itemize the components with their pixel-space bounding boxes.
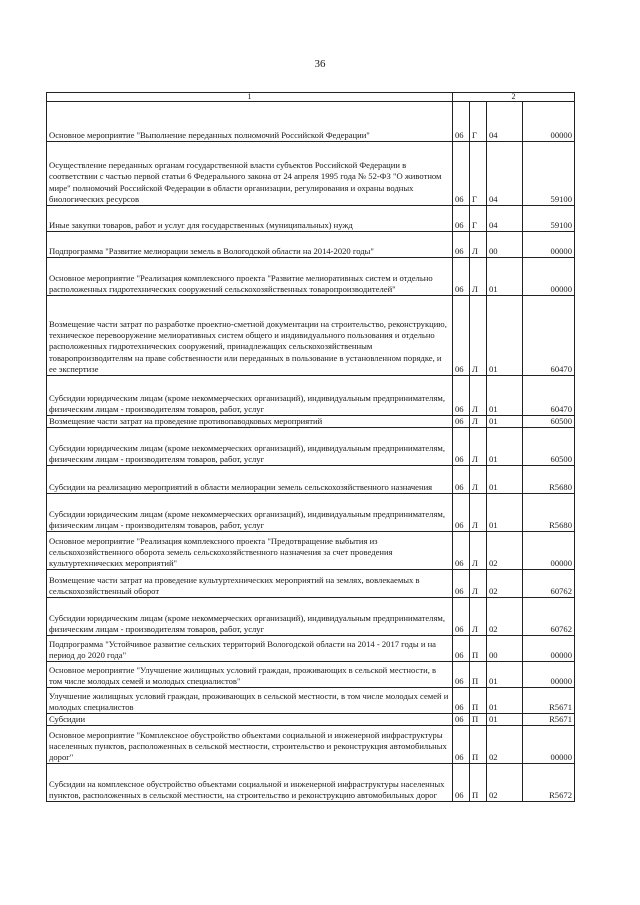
table-row: [47, 232, 575, 258]
table-row: [47, 636, 575, 662]
row-code-subprogram: 00: [487, 232, 523, 258]
row-code-program: Л: [470, 232, 487, 258]
row-code-subprogram: 01: [487, 416, 523, 428]
row-code-program: Г: [470, 206, 487, 232]
row-code-program: Л: [470, 532, 487, 570]
page-number: 36: [314, 58, 326, 70]
row-description: Иные закупки товаров, работ и услуг для государственных (муниципальных) нужд: [47, 206, 453, 232]
row-code-direction: 59100: [523, 142, 575, 206]
row-code-section: 06: [453, 598, 470, 636]
row-description: Подпрограмма "Устойчивое развитие сельских территорий Вологодской области на 2014 - 2017 годы и на период до 2020 года": [47, 636, 453, 662]
row-code-subprogram: 04: [487, 142, 523, 206]
table-row: [47, 376, 575, 416]
row-code-program: Л: [470, 258, 487, 296]
row-code-direction: R5680: [523, 494, 575, 532]
row-code-program: Л: [470, 296, 487, 376]
row-code-direction: 00000: [523, 102, 575, 142]
table-row: [47, 258, 575, 296]
row-code-section: 06: [453, 376, 470, 416]
table-row: [47, 714, 575, 726]
row-code-subprogram: 01: [487, 688, 523, 714]
row-description: Возмещение части затрат на проведение культуртехнических мероприятий на землях, вовлекаемых в сельскохозяйственный оборот: [47, 570, 453, 598]
table-header-row: [47, 93, 575, 102]
table-row: [47, 726, 575, 764]
row-code-direction: 60470: [523, 296, 575, 376]
row-code-subprogram: 02: [487, 532, 523, 570]
row-code-program: Л: [470, 428, 487, 466]
row-code-section: 06: [453, 714, 470, 726]
row-code-subprogram: 01: [487, 494, 523, 532]
row-description: Возмещение части затрат по разработке проектно-сметной документации на строительство, реконструкцию, техническое перевооружение мелиоративных систем общего и индивидуального пользования и отдельно расположенных гидротехнических сооружений, принадлежащих сельскохозяйственным товаропроизводителям на праве собственности или переданных в пользование в установленном порядке, и ее экспертизе: [47, 296, 453, 376]
row-description: Возмещение части затрат на проведение противопаводковых мероприятий: [47, 416, 453, 428]
row-code-subprogram: 01: [487, 296, 523, 376]
row-code-section: 06: [453, 258, 470, 296]
row-code-direction: 00000: [523, 532, 575, 570]
row-description: Субсидии юридическим лицам (кроме некоммерческих организаций), индивидуальным предпринимателям, физическим лицам - производителям товаров, работ, услуг: [47, 376, 453, 416]
row-code-program: П: [470, 726, 487, 764]
table-row: [47, 296, 575, 376]
table-row: [47, 428, 575, 466]
row-code-direction: 00000: [523, 662, 575, 688]
row-code-subprogram: 01: [487, 714, 523, 726]
row-code-section: 06: [453, 570, 470, 598]
row-code-subprogram: 02: [487, 598, 523, 636]
table-row: [47, 764, 575, 802]
row-code-direction: 59100: [523, 206, 575, 232]
row-code-section: 06: [453, 232, 470, 258]
row-code-section: 06: [453, 296, 470, 376]
row-code-direction: 00000: [523, 258, 575, 296]
row-code-section: 06: [453, 494, 470, 532]
row-description: Субсидии на реализацию мероприятий в области мелиорации земель сельскохозяйственного назначения: [47, 466, 453, 494]
row-code-direction: 00000: [523, 232, 575, 258]
row-code-direction: R5680: [523, 466, 575, 494]
row-code-subprogram: 01: [487, 466, 523, 494]
row-code-program: Г: [470, 142, 487, 206]
row-code-subprogram: 01: [487, 258, 523, 296]
row-description: Основное мероприятие "Выполнение переданных полномочий Российской Федерации": [47, 102, 453, 142]
row-code-direction: 60762: [523, 570, 575, 598]
row-code-section: 06: [453, 764, 470, 802]
row-code-section: 06: [453, 662, 470, 688]
row-description: Основное мероприятие "Улучшение жилищных условий граждан, проживающих в сельской местности, в том числе молодых семей и молодых специалистов": [47, 662, 453, 688]
row-code-program: Л: [470, 570, 487, 598]
row-description: Основное мероприятие "Реализация комплексного проекта "Развитие мелиоративных систем и отдельно расположенных гидротехнических сооружений сельскохозяйственных товаропроизводителей": [47, 258, 453, 296]
row-code-section: 06: [453, 466, 470, 494]
table-row: [47, 688, 575, 714]
row-code-direction: 00000: [523, 636, 575, 662]
row-code-section: 06: [453, 102, 470, 142]
row-code-direction: 60762: [523, 598, 575, 636]
row-code-program: Л: [470, 376, 487, 416]
row-code-section: 06: [453, 206, 470, 232]
row-code-program: П: [470, 636, 487, 662]
table-row: [47, 466, 575, 494]
row-description: Осуществление переданных органам государственной власти субъектов Российской Федерации в соответствии с частью первой статьи 6 Федерального закона от 24 апреля 1995 года № 52-ФЗ "О животном мире" полномочий Российской Федерации в области организации, регулирования и охраны водных биологических ресурсов: [47, 142, 453, 206]
row-description: Субсидии на комплексное обустройство объектами социальной и инженерной инфраструктуры населенных пунктов, расположенных в сельской местности, на строительство и реконструкцию автомобильных дорог: [47, 764, 453, 802]
row-code-subprogram: 02: [487, 764, 523, 802]
row-code-section: 06: [453, 428, 470, 466]
row-code-direction: 60500: [523, 428, 575, 466]
row-code-subprogram: 02: [487, 726, 523, 764]
row-code-direction: 00000: [523, 726, 575, 764]
row-code-section: 06: [453, 688, 470, 714]
table-row: [47, 416, 575, 428]
table-row: [47, 570, 575, 598]
row-code-section: 06: [453, 726, 470, 764]
row-code-section: 06: [453, 142, 470, 206]
row-code-subprogram: 04: [487, 206, 523, 232]
row-code-section: 06: [453, 532, 470, 570]
row-code-subprogram: 00: [487, 636, 523, 662]
row-code-program: Л: [470, 598, 487, 636]
row-code-program: Л: [470, 466, 487, 494]
table-row: [47, 206, 575, 232]
table-row: [47, 532, 575, 570]
row-code-direction: 60500: [523, 416, 575, 428]
row-code-program: П: [470, 764, 487, 802]
table-row: [47, 102, 575, 142]
table-row: [47, 494, 575, 532]
row-description: Субсидии: [47, 714, 453, 726]
row-description: Подпрограмма "Развитие мелиорации земель в Вологодской области на 2014-2020 годы": [47, 232, 453, 258]
table-row: [47, 142, 575, 206]
row-code-direction: R5671: [523, 688, 575, 714]
budget-classification-table: [46, 92, 575, 802]
row-code-program: П: [470, 662, 487, 688]
row-description: Основное мероприятие "Реализация комплексного проекта "Предотвращение выбытия из сельскохозяйственного оборота земель сельскохозяйственного назначения за счет проведения культуртехнических мероприятий": [47, 532, 453, 570]
row-code-subprogram: 01: [487, 428, 523, 466]
row-code-subprogram: 01: [487, 376, 523, 416]
row-description: Субсидии юридическим лицам (кроме некоммерческих организаций), индивидуальным предпринимателям, физическим лицам - производителям товаров, работ, услуг: [47, 494, 453, 532]
header-col-2: 2: [453, 93, 575, 102]
row-description: Субсидии юридическим лицам (кроме некоммерческих организаций), индивидуальным предпринимателям, физическим лицам - производителям товаров, работ, услуг: [47, 428, 453, 466]
table-row: [47, 662, 575, 688]
table-row: [47, 598, 575, 636]
row-code-section: 06: [453, 636, 470, 662]
row-code-program: Л: [470, 494, 487, 532]
row-code-direction: R5672: [523, 764, 575, 802]
row-code-program: П: [470, 714, 487, 726]
row-code-subprogram: 02: [487, 570, 523, 598]
row-description: Основное мероприятие "Комплексное обустройство объектами социальной и инженерной инфраструктуры населенных пунктов, расположенных в сельской местности, строительство и реконструкция автомобильных дорог": [47, 726, 453, 764]
row-code-section: 06: [453, 416, 470, 428]
row-code-program: Г: [470, 102, 487, 142]
row-code-subprogram: 04: [487, 102, 523, 142]
header-col-1: 1: [47, 93, 453, 102]
row-code-direction: 60470: [523, 376, 575, 416]
row-description: Субсидии юридическим лицам (кроме некоммерческих организаций), индивидуальным предпринимателям, физическим лицам - производителям товаров, работ, услуг: [47, 598, 453, 636]
row-description: Улучшение жилищных условий граждан, проживающих в сельской местности, в том числе молодых семей и молодых специалистов: [47, 688, 453, 714]
row-code-subprogram: 01: [487, 662, 523, 688]
row-code-program: Л: [470, 416, 487, 428]
row-code-direction: R5671: [523, 714, 575, 726]
row-code-program: П: [470, 688, 487, 714]
